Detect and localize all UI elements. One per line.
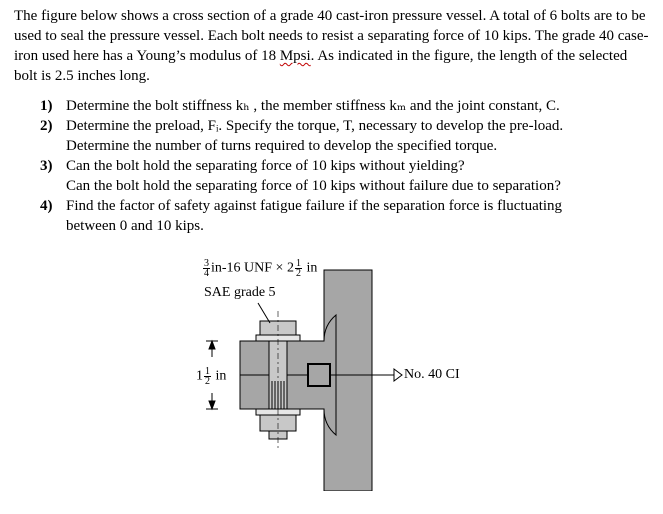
intro-text-part1: The figure below shows a cross section of a grade 40 cast-iron pressure vessel. A total of 6 bolts are to be used to seal the pressure vessel. Each bolt needs to resist a separating force of 10 kips. The grade 40 case-iron used here has a Young’s modulus of 18	[14, 8, 649, 64]
material-label: No. 40 CI	[404, 367, 460, 382]
bolt-grade-label: SAE grade 5	[204, 285, 276, 300]
gasket	[308, 364, 330, 386]
material-arrowhead	[394, 369, 402, 381]
question-line: Can the bolt hold the separating force of 10 kips without yielding?	[66, 158, 465, 174]
question-line: Determine the preload, Fᵢ. Specify the torque, T, necessary to develop the pre-load.	[66, 118, 564, 134]
question-line: Determine the number of turns required to develop the specified torque.	[66, 138, 498, 154]
question-number: 1)	[40, 98, 53, 114]
thickness-fraction	[204, 367, 211, 386]
question-line: Determine the bolt stiffness kₕ , the member stiffness kₘ and the joint constant, C.	[66, 98, 560, 114]
bolt-spec-unit: in	[302, 260, 318, 276]
question-item	[14, 196, 654, 236]
question-list	[14, 96, 654, 236]
question-line: Can the bolt hold the separating force of 10 kips without failure due to separation?	[66, 178, 561, 194]
spec-leader-line	[258, 303, 270, 323]
question-number: 3)	[40, 158, 53, 174]
fraction-numerator: 3	[204, 258, 209, 269]
thickness-unit: in	[215, 368, 227, 384]
intro-paragraph	[14, 6, 654, 86]
question-item	[14, 116, 654, 156]
thickness-whole: 1	[196, 368, 203, 384]
fraction-denominator: 2	[295, 268, 301, 279]
fraction-denominator: 4	[204, 268, 209, 279]
intro-unit: Mpsi	[279, 48, 311, 64]
fraction-numerator: 1	[205, 366, 210, 377]
intro-text-part2: . As indicated in the figure, the length of the selected bolt is 2.5 inches long.	[14, 48, 628, 84]
bolt-spec-text: in-16 UNF × 2	[211, 260, 294, 276]
bolt-spec-label	[202, 259, 317, 278]
question-number: 4)	[40, 198, 53, 214]
question-line: Find the factor of safety against fatigue failure if the separation force is fluctuating	[66, 198, 563, 214]
thickness-label	[196, 367, 226, 386]
bolt-diameter-fraction	[203, 259, 210, 278]
bolted-joint-figure	[178, 245, 487, 491]
fraction-numerator: 1	[295, 258, 301, 269]
bolt-length-fraction	[295, 259, 302, 278]
question-line: between 0 and 10 kips.	[66, 218, 204, 234]
question-item	[14, 96, 654, 116]
question-number: 2)	[40, 118, 53, 134]
question-item	[14, 156, 654, 196]
fraction-denominator: 2	[205, 376, 210, 387]
